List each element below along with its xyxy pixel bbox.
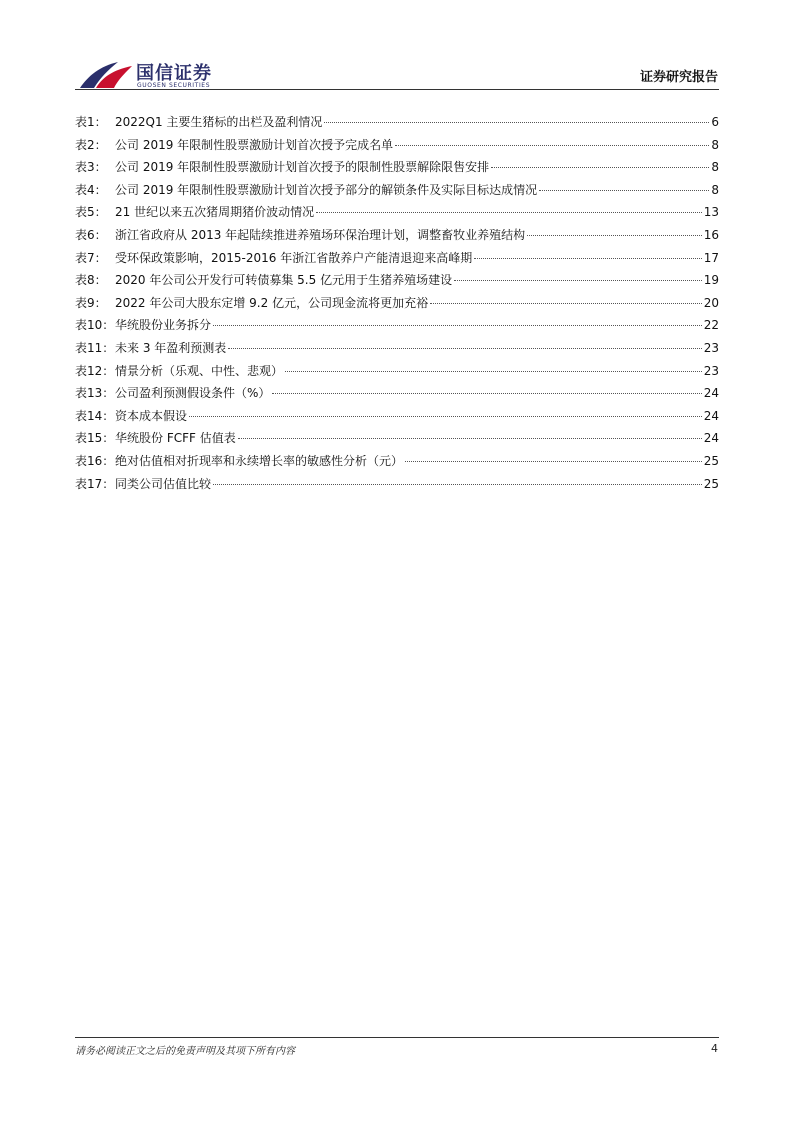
toc-entry-label: 表2： [75,137,107,152]
guosen-logo-icon [78,58,134,92]
toc-entry-page: 17 [703,250,719,265]
toc-entry-page: 23 [703,340,719,355]
toc-entry-page: 22 [703,318,719,333]
toc-entry-page: 6 [711,115,719,129]
toc-dot-leader [316,211,702,213]
logo-text-en: GUOSEN SECURITIES [137,82,211,89]
toc-entry[interactable] [75,181,719,204]
toc-entry-page: 8 [711,137,719,152]
toc-entry[interactable] [75,339,719,362]
table-of-tables [75,113,719,497]
toc-entry-title: 公司 2019 年限制性股票激励计划首次授予的限制性股票解除限售安排 [115,160,490,175]
toc-entry-page: 13 [703,205,719,220]
toc-entry-label: 表5： [75,205,107,220]
toc-entry-label: 表15： [75,431,115,446]
toc-entry[interactable] [75,294,719,317]
toc-entry[interactable] [75,475,719,498]
toc-entry-page: 19 [703,273,719,288]
toc-entry[interactable] [75,429,719,452]
toc-entry-label: 表6： [75,227,107,242]
toc-entry-label: 表11： [75,340,115,355]
toc-entry-page: 24 [703,431,719,446]
toc-entry-page: 16 [703,227,719,242]
toc-entry-title: 公司 2019 年限制性股票激励计划首次授予完成名单 [115,137,394,152]
toc-entry[interactable] [75,452,719,475]
toc-entry-page: 23 [703,363,719,378]
toc-entry-label: 表9： [75,295,107,310]
toc-entry[interactable] [75,158,719,181]
toc-entry-title: 2022 年公司大股东定增 9.2 亿元，公司现金流将更加充裕 [115,295,429,310]
toc-entry-page: 24 [703,386,719,401]
toc-dot-leader [213,483,702,485]
toc-entry-label: 表17： [75,476,115,491]
toc-entry[interactable] [75,362,719,385]
toc-entry[interactable] [75,384,719,407]
toc-entry-title: 2020 年公司公开发行可转债募集 5.5 亿元用于生猪养殖场建设 [115,273,453,288]
toc-entry-title: 21 世纪以来五次猪周期猪价波动情况 [115,205,315,220]
toc-entry-label: 表16： [75,453,115,468]
page-number: 4 [711,1042,718,1055]
toc-entry-label: 表7： [75,250,107,265]
toc-entry[interactable] [75,226,719,249]
toc-dot-leader [285,370,702,372]
toc-entry[interactable] [75,271,719,294]
toc-entry-page: 8 [711,160,719,175]
toc-entry-title: 公司盈利预测假设条件（%） [115,386,271,401]
toc-entry-page: 24 [703,408,719,423]
toc-dot-leader [228,347,701,349]
toc-entry-title: 公司 2019 年限制性股票激励计划首次授予部分的解锁条件及实际目标达成情况 [115,182,538,197]
toc-entry-page: 25 [703,476,719,491]
toc-entry-title: 华统股份业务拆分 [115,318,212,333]
toc-dot-leader [491,166,709,168]
header-divider [75,89,719,90]
toc-entry[interactable] [75,316,719,339]
toc-dot-leader [238,437,702,439]
toc-entry-label: 表12： [75,363,115,378]
toc-entry-label: 表14： [75,408,115,423]
toc-entry-title: 浙江省政府从 2013 年起陆续推进养殖场环保治理计划，调整畜牧业养殖结构 [115,227,526,242]
toc-dot-leader [395,144,709,146]
toc-entry-page: 8 [711,182,719,197]
toc-entry-title: 情景分析（乐观、中性、悲观） [115,363,284,378]
toc-entry-title: 资本成本假设 [115,408,188,423]
footer-divider [75,1037,719,1038]
logo-text-cn: 国信证券 [136,63,212,84]
toc-entry-title: 受环保政策影响，2015-2016 年浙江省散养户产能清退迎来高峰期 [115,250,473,265]
page-header [0,0,793,100]
toc-entry-title: 华统股份 FCFF 估值表 [115,431,236,446]
toc-dot-leader [213,324,702,326]
toc-dot-leader [405,460,702,462]
toc-entry[interactable] [75,113,719,136]
toc-dot-leader [539,189,709,191]
toc-dot-leader [474,257,701,259]
toc-entry[interactable] [75,203,719,226]
toc-dot-leader [430,302,702,304]
toc-entry-label: 表10： [75,318,115,333]
toc-entry[interactable] [75,249,719,272]
toc-entry-label: 表8： [75,273,107,288]
toc-entry-page: 20 [703,295,719,310]
toc-entry[interactable] [75,407,719,430]
toc-entry-title: 绝对估值相对折现率和永续增长率的敏感性分析（元） [115,453,404,468]
footer-disclaimer: 请务必阅读正文之后的免责声明及其项下所有内容 [75,1046,295,1057]
toc-entry-title: 未来 3 年盈利预测表 [115,340,227,355]
toc-entry-label: 表13： [75,386,115,401]
toc-dot-leader [189,415,702,417]
toc-dot-leader [527,234,702,236]
toc-dot-leader [272,392,701,394]
toc-entry-label: 表3： [75,160,107,175]
toc-entry[interactable] [75,136,719,159]
report-type-label: 证券研究报告 [639,70,718,85]
toc-entry-label: 表1： [75,115,107,129]
toc-entry-page: 25 [703,453,719,468]
toc-entry-title: 2022Q1 主要生猪标的出栏及盈利情况 [115,115,323,129]
toc-entry-title: 同类公司估值比较 [115,476,212,491]
toc-dot-leader [454,279,702,281]
toc-entry-label: 表4： [75,182,107,197]
toc-dot-leader [324,121,709,123]
